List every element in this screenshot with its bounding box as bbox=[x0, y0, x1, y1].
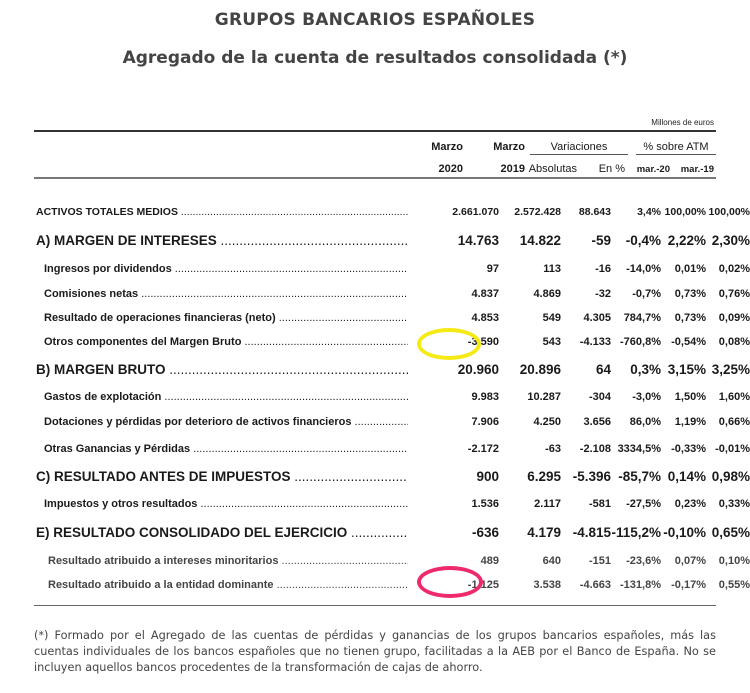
table-row-comisiones bbox=[36, 285, 750, 303]
row-label: Otras Ganancias y Pérdidas ..... bbox=[44, 443, 408, 455]
cell-atm-19: 0,09% bbox=[718, 312, 750, 324]
cell-mar2019: -63 bbox=[545, 443, 561, 455]
table-row-entidad-dominante bbox=[36, 576, 750, 594]
units-label: Millones de euros bbox=[651, 118, 714, 127]
cell-atm-20: -0,54% bbox=[671, 336, 706, 348]
cell-var-abs: -4.133 bbox=[579, 336, 611, 348]
cell-atm-19: 0,98% bbox=[711, 468, 750, 484]
cell-atm-20: 0,73% bbox=[674, 312, 706, 324]
row-label: Gastos de explotación ..... bbox=[44, 391, 408, 403]
document-subtitle: Agregado de la cuenta de resultados consolidada (*) bbox=[122, 48, 628, 68]
cell-mar2020: -636 bbox=[471, 524, 499, 540]
cell-mar2019: 3.538 bbox=[533, 579, 561, 591]
table-row-margen-bruto bbox=[36, 360, 750, 378]
cell-mar2019: 549 bbox=[542, 312, 561, 324]
cell-var-pct: 784,7% bbox=[623, 312, 661, 324]
cell-var-abs: -2.108 bbox=[579, 443, 611, 455]
cell-atm-19: 0,65% bbox=[711, 524, 750, 540]
cell-var-pct: -85,7% bbox=[618, 468, 661, 484]
cell-atm-19: 100,00% bbox=[708, 206, 750, 218]
cell-atm-19: 0,10% bbox=[718, 555, 750, 567]
col-header-mar19: mar.-19 bbox=[680, 164, 714, 175]
cell-mar2019: 2.117 bbox=[534, 498, 561, 510]
cell-mar2020: -2.172 bbox=[467, 443, 499, 455]
cell-mar2019: 2.572.428 bbox=[514, 206, 561, 218]
cell-mar2020: 97 bbox=[486, 263, 499, 275]
cell-atm-20: 1,19% bbox=[674, 416, 706, 428]
cell-atm-20: 2,22% bbox=[667, 232, 706, 248]
cell-var-abs: 64 bbox=[595, 361, 611, 377]
cell-var-pct: 3334,5% bbox=[617, 443, 661, 455]
table-row-impuestos bbox=[36, 495, 750, 513]
variaciones-underline bbox=[530, 154, 628, 155]
col-header-en-pct: En % bbox=[598, 163, 625, 175]
table-bottom-rule bbox=[34, 605, 716, 606]
cell-mar2019: 4.869 bbox=[533, 288, 561, 300]
cell-var-pct: -14,0% bbox=[626, 263, 661, 275]
cell-var-abs: -32 bbox=[595, 288, 611, 300]
col-header-atm: % sobre ATM bbox=[643, 141, 709, 153]
cell-mar2020: 900 bbox=[476, 468, 499, 484]
cell-mar2019: 20.896 bbox=[519, 361, 561, 377]
header-bottom-rule bbox=[34, 177, 716, 179]
row-label: Resultado de operaciones financieras (neto) ..... bbox=[44, 312, 408, 324]
cell-var-pct: -131,8% bbox=[620, 579, 661, 591]
cell-atm-19: 0,76% bbox=[718, 288, 750, 300]
document-title: GRUPOS BANCARIOS ESPAÑOLES bbox=[214, 10, 536, 30]
cell-var-abs: -59 bbox=[591, 232, 611, 248]
cell-var-pct: -0,7% bbox=[632, 288, 661, 300]
table-row-resultado-consolidado bbox=[36, 523, 750, 541]
cell-mar2020: 4.853 bbox=[471, 312, 499, 324]
cell-mar2019: 543 bbox=[542, 336, 561, 348]
row-label: ACTIVOS TOTALES MEDIOS ..... bbox=[36, 206, 408, 218]
cell-var-abs: -16 bbox=[595, 263, 611, 275]
cell-atm-19: 0,66% bbox=[718, 416, 750, 428]
col-header-mar20: mar.-20 bbox=[636, 164, 670, 175]
table-row-gastos-explotacion bbox=[36, 388, 750, 406]
cell-atm-19: 2,30% bbox=[711, 232, 750, 248]
cell-mar2019: 4.179 bbox=[527, 524, 561, 540]
cell-mar2020: 7.906 bbox=[471, 416, 499, 428]
cell-atm-20: -0,10% bbox=[663, 524, 706, 540]
table-row-otras-ganancias bbox=[36, 440, 750, 458]
table-row-dotaciones bbox=[36, 413, 750, 431]
cell-var-pct: 0,3% bbox=[630, 361, 661, 377]
table-row-activos-totales bbox=[36, 203, 750, 221]
cell-mar2019: 14.822 bbox=[519, 232, 561, 248]
cell-var-abs: 88.643 bbox=[578, 206, 611, 218]
table-row-operaciones-financieras bbox=[36, 309, 750, 327]
cell-mar2020: 14.763 bbox=[457, 232, 499, 248]
cell-var-pct: -27,5% bbox=[626, 498, 661, 510]
cell-mar2019: 640 bbox=[542, 555, 561, 567]
cell-atm-20: 0,07% bbox=[674, 555, 706, 567]
row-label: Comisiones netas ..... bbox=[44, 288, 408, 300]
cell-mar2020: 489 bbox=[480, 555, 499, 567]
cell-var-abs: -4.815 bbox=[572, 524, 611, 540]
cell-atm-20: 100,00% bbox=[664, 206, 706, 218]
cell-atm-19: 0,55% bbox=[718, 579, 750, 591]
cell-atm-20: -0,33% bbox=[671, 443, 706, 455]
cell-mar2020: -3.590 bbox=[467, 336, 499, 348]
cell-var-abs: 4.305 bbox=[583, 312, 611, 324]
table-row-resultado-antes-impuestos bbox=[36, 467, 750, 485]
cell-mar2020: -1.125 bbox=[467, 579, 499, 591]
row-label: A) MARGEN DE INTERESES ..... bbox=[36, 233, 408, 248]
cell-mar2020: 2.661.070 bbox=[452, 206, 499, 218]
col-header-2020-bottom: 2020 bbox=[438, 163, 463, 175]
cell-atm-19: 1,60% bbox=[718, 391, 750, 403]
cell-mar2020: 4.837 bbox=[471, 288, 499, 300]
row-label: Resultado atribuido a la entidad dominante ..... bbox=[48, 579, 408, 591]
cell-atm-20: 3,15% bbox=[667, 361, 706, 377]
cell-var-pct: 3,4% bbox=[637, 206, 661, 218]
row-label: E) RESULTADO CONSOLIDADO DEL EJERCICIO ..... bbox=[36, 525, 408, 540]
cell-mar2020: 1.536 bbox=[471, 498, 499, 510]
cell-atm-20: 0,73% bbox=[674, 288, 706, 300]
cell-atm-20: 0,23% bbox=[674, 498, 706, 510]
table-top-rule bbox=[34, 130, 716, 132]
cell-mar2019: 6.295 bbox=[527, 468, 561, 484]
cell-var-abs: -4.663 bbox=[579, 579, 611, 591]
cell-mar2019: 113 bbox=[543, 263, 561, 275]
cell-atm-20: 1,50% bbox=[674, 391, 706, 403]
cell-atm-20: 0,14% bbox=[667, 468, 706, 484]
col-header-2019-top: Marzo bbox=[493, 141, 525, 153]
table-row-margen-intereses bbox=[36, 231, 750, 249]
table-row-dividendos bbox=[36, 260, 750, 278]
cell-var-pct: 86,0% bbox=[629, 416, 661, 428]
row-label: Resultado atribuido a intereses minoritarios ..... bbox=[48, 555, 408, 567]
cell-atm-19: 3,25% bbox=[711, 361, 750, 377]
cell-mar2020: 9.983 bbox=[471, 391, 499, 403]
cell-atm-19: 0,02% bbox=[718, 263, 750, 275]
cell-mar2019: 10.287 bbox=[527, 391, 561, 403]
cell-mar2020: 20.960 bbox=[457, 361, 499, 377]
cell-var-abs: -5.396 bbox=[572, 468, 611, 484]
col-header-2019-bottom: 2019 bbox=[500, 163, 525, 175]
cell-var-abs: -151 bbox=[588, 555, 611, 567]
col-header-variaciones: Variaciones bbox=[550, 141, 608, 153]
atm-underline bbox=[636, 154, 716, 155]
cell-atm-19: 0,08% bbox=[718, 336, 750, 348]
cell-var-abs: -581 bbox=[588, 498, 611, 510]
row-label: Otros componentes del Margen Bruto ..... bbox=[44, 336, 408, 348]
col-header-absolutas: Absolutas bbox=[528, 163, 577, 175]
row-label: C) RESULTADO ANTES DE IMPUESTOS ..... bbox=[36, 469, 408, 484]
cell-var-pct: -760,8% bbox=[620, 336, 661, 348]
cell-mar2019: 4.250 bbox=[533, 416, 561, 428]
cell-atm-20: 0,01% bbox=[674, 263, 706, 275]
cell-atm-19: 0,33% bbox=[718, 498, 750, 510]
cell-atm-19: -0,01% bbox=[715, 443, 750, 455]
cell-var-abs: -304 bbox=[588, 391, 611, 403]
cell-var-pct: -115,2% bbox=[611, 524, 661, 540]
cell-var-pct: -23,6% bbox=[626, 555, 661, 567]
table-row-intereses-minoritarios bbox=[36, 552, 750, 570]
cell-atm-20: -0,17% bbox=[671, 579, 706, 591]
table-row-otros-componentes bbox=[36, 333, 750, 351]
cell-var-pct: -3,0% bbox=[632, 391, 661, 403]
row-label: Dotaciones y pérdidas por deterioro de activos financieros ..... bbox=[44, 416, 408, 428]
cell-var-pct: -0,4% bbox=[625, 232, 661, 248]
row-label: B) MARGEN BRUTO ..... bbox=[36, 362, 408, 377]
row-label: Impuestos y otros resultados ..... bbox=[44, 498, 408, 510]
col-header-2020-top: Marzo bbox=[431, 141, 463, 153]
row-label: Ingresos por dividendos ..... bbox=[44, 263, 408, 275]
cell-var-abs: 3.656 bbox=[583, 416, 611, 428]
footnote: (*) Formado por el Agregado de las cuentas de pérdidas y ganancias de los grupos bancarios españoles, más las cuentas individuales de los bancos españoles que no tienen grupo, facilitadas a la AEB por el Banco de España. No se incluyen aquellos bancos procedentes de la transformación de cajas de ahorro. bbox=[34, 629, 716, 674]
